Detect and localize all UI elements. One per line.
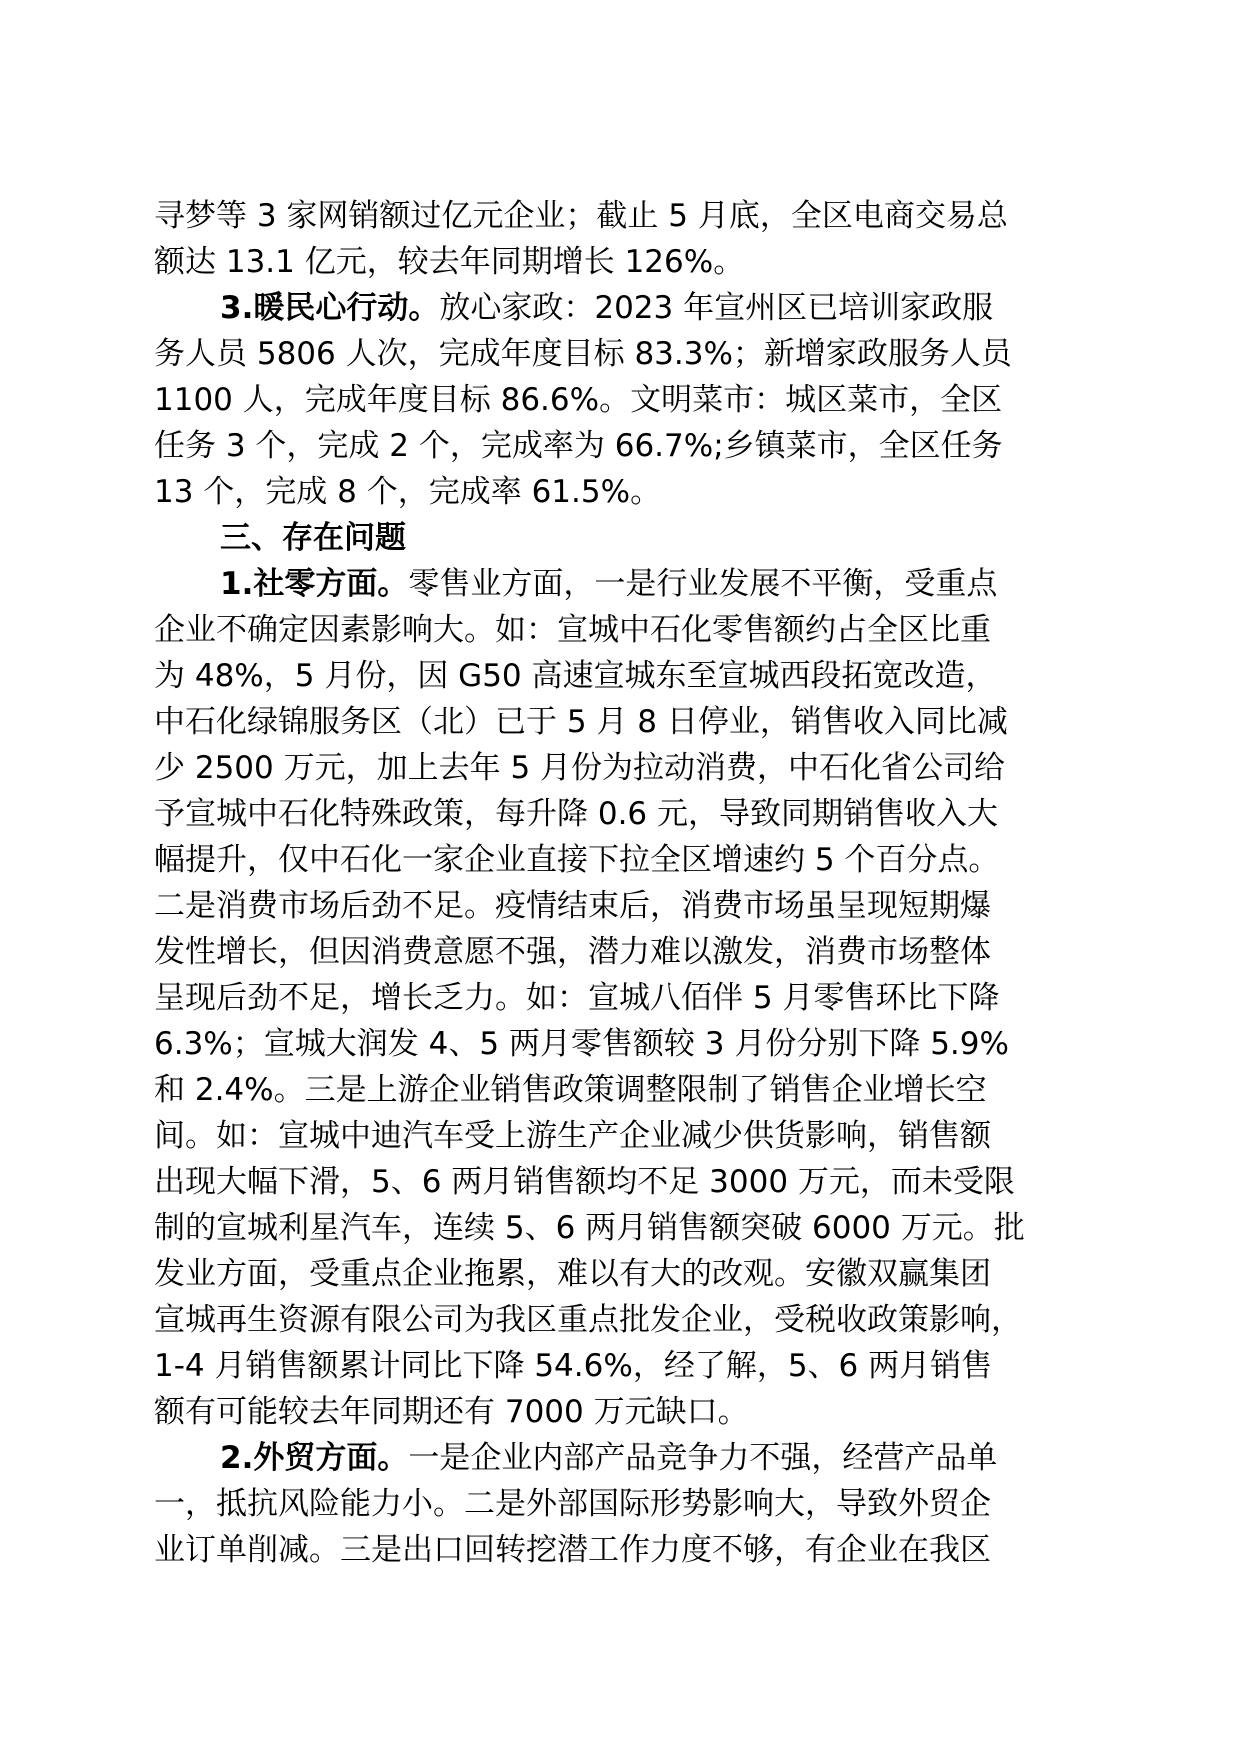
- body-line: 一，抵抗风险能力小。二是外部国际形势影响大，导致外贸企: [154, 1486, 991, 1522]
- paragraph-first-line: 3.暖民心行动。放心家政：2023 年宣州区已培训家政服: [220, 290, 994, 326]
- body-line: 予宣城中石化特殊政策，每升降 0.6 元，导致同期销售收入大: [154, 796, 999, 832]
- body-line: 任务 3 个，完成 2 个，完成率为 66.7%;乡镇菜市，全区任务: [154, 428, 1003, 464]
- paragraph-first-line: 2.外贸方面。一是企业内部产品竞争力不强，经营产品单: [220, 1440, 998, 1476]
- body-line: 1-4 月销售额累计同比下降 54.6%，经了解，5、6 两月销售: [154, 1348, 993, 1384]
- body-line: 二是消费市场后劲不足。疫情结束后，消费市场虽呈现短期爆: [154, 888, 991, 924]
- item-heading: 3.暖民心行动。: [220, 290, 440, 326]
- body-line: 13 个，完成 8 个，完成率 61.5%。: [154, 474, 662, 510]
- paragraph-first-line: 1.社零方面。零售业方面，一是行业发展不平衡，受重点: [220, 566, 998, 602]
- body-line: 中石化绿锦服务区（北）已于 5 月 8 日停业，销售收入同比减: [154, 704, 1008, 740]
- item-heading: 1.社零方面。: [220, 566, 409, 602]
- document-page: [154, 193, 1094, 1573]
- body-line: 额达 13.1 亿元，较去年同期增长 126%。: [154, 244, 745, 280]
- body-line: 企业不确定因素影响大。如：宣城中石化零售额约占全区比重: [154, 612, 991, 648]
- body-line: 业订单削减。三是出口回转挖潜工作力度不够，有企业在我区: [154, 1532, 991, 1568]
- body-line: 出现大幅下滑，5、6 两月销售额均不足 3000 万元，而未受限: [154, 1164, 1015, 1200]
- body-line: 制的宣城利星汽车，连续 5、6 两月销售额突破 6000 万元。批: [154, 1210, 1025, 1246]
- body-line: 额有可能较去年同期还有 7000 万元缺口。: [154, 1394, 749, 1430]
- body-line: 间。如：宣城中迪汽车受上游生产企业减少供货影响，销售额: [154, 1118, 991, 1154]
- section-heading: 三、存在问题: [220, 520, 406, 556]
- body-line: 务人员 5806 人次，完成年度目标 83.3%；新增家政服务人员: [154, 336, 1012, 372]
- body-line: 幅提升，仅中石化一家企业直接下拉全区增速约 5 个百分点。: [154, 842, 1000, 878]
- body-line: 少 2500 万元，加上去年 5 月份为拉动消费，中石化省公司给: [154, 750, 1006, 786]
- body-line: 为 48%，5 月份，因 G50 高速宣城东至宣城西段拓宽改造，: [154, 658, 997, 694]
- body-line: 发业方面，受重点企业拖累，难以有大的改观。安徽双赢集团: [154, 1256, 991, 1292]
- body-line: 1100 人，完成年度目标 86.6%。文明菜市：城区菜市，全区: [154, 382, 1003, 418]
- body-line: 发性增长，但因消费意愿不强，潜力难以激发，消费市场整体: [154, 934, 991, 970]
- item-heading: 2.外贸方面。: [220, 1440, 409, 1476]
- body-line: 和 2.4%。三是上游企业销售政策调整限制了销售企业增长空: [154, 1072, 987, 1108]
- body-line: 宣城再生资源有限公司为我区重点批发企业，受税收政策影响，: [154, 1302, 1022, 1338]
- body-line: 呈现后劲不足，增长乏力。如：宣城八佰伴 5 月零售环比下降: [154, 980, 1000, 1016]
- body-line: 寻梦等 3 家网销额过亿元企业；截止 5 月底，全区电商交易总: [154, 198, 1008, 234]
- body-line: 6.3%；宣城大润发 4、5 两月零售额较 3 月份分别下降 5.9%: [154, 1026, 1009, 1062]
